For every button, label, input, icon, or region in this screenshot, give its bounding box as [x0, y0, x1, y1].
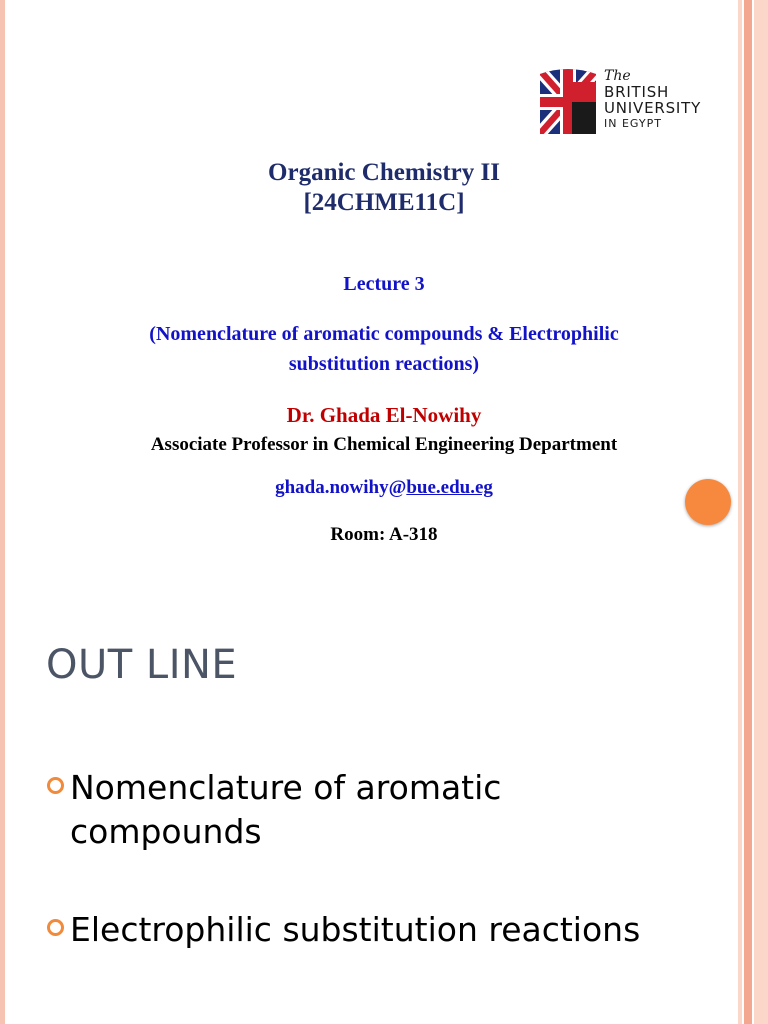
email-user: ghada.nowihy@ [275, 477, 407, 498]
course-name: Organic Chemistry II [268, 159, 500, 186]
room-number: Room: A-318 [330, 524, 438, 545]
lecture-topic [0, 319, 768, 379]
ring-bullet-icon [47, 777, 64, 794]
lecture-topic-line-2: substitution reactions) [288, 353, 480, 375]
lecturer-position: Associate Professor in Chemical Engineering Department [150, 434, 618, 455]
lecturer-name: Dr. Ghada El-Nowihy [286, 403, 482, 427]
lecturer-email [0, 477, 768, 499]
ring-bullet-icon [47, 919, 64, 936]
outline-item [47, 908, 640, 952]
logo-wordmark [604, 68, 701, 132]
outline-item-line-2: compounds [70, 812, 262, 851]
logo-line-british: BRITISH [604, 83, 670, 101]
outline-slide [0, 580, 768, 1024]
outline-item-line-1: Nomenclature of aromatic [70, 768, 502, 807]
logo-line-university: UNIVERSITY [604, 99, 702, 117]
left-accent-bar [0, 580, 5, 1024]
logo-line-in-egypt: IN EGYPT [604, 117, 662, 130]
orange-accent-circle [685, 479, 731, 525]
outline-item-line-1: Electrophilic substitution reactions [70, 910, 641, 949]
university-logo [538, 68, 728, 136]
lecture-number: Lecture 3 [343, 273, 425, 295]
bue-flag-logo-icon [538, 68, 598, 136]
lecture-topic-line-1: (Nomenclature of aromatic compounds & Electrophilic [149, 323, 619, 345]
right-decorative-stripes [738, 580, 768, 1024]
outline-title: OUT LINE [46, 642, 238, 688]
course-code: [24CHME11C] [303, 189, 465, 216]
course-title [0, 158, 768, 218]
outline-item [47, 766, 501, 854]
logo-line-the: The [604, 68, 631, 84]
email-domain-link[interactable]: bue.edu.eg [406, 477, 493, 498]
